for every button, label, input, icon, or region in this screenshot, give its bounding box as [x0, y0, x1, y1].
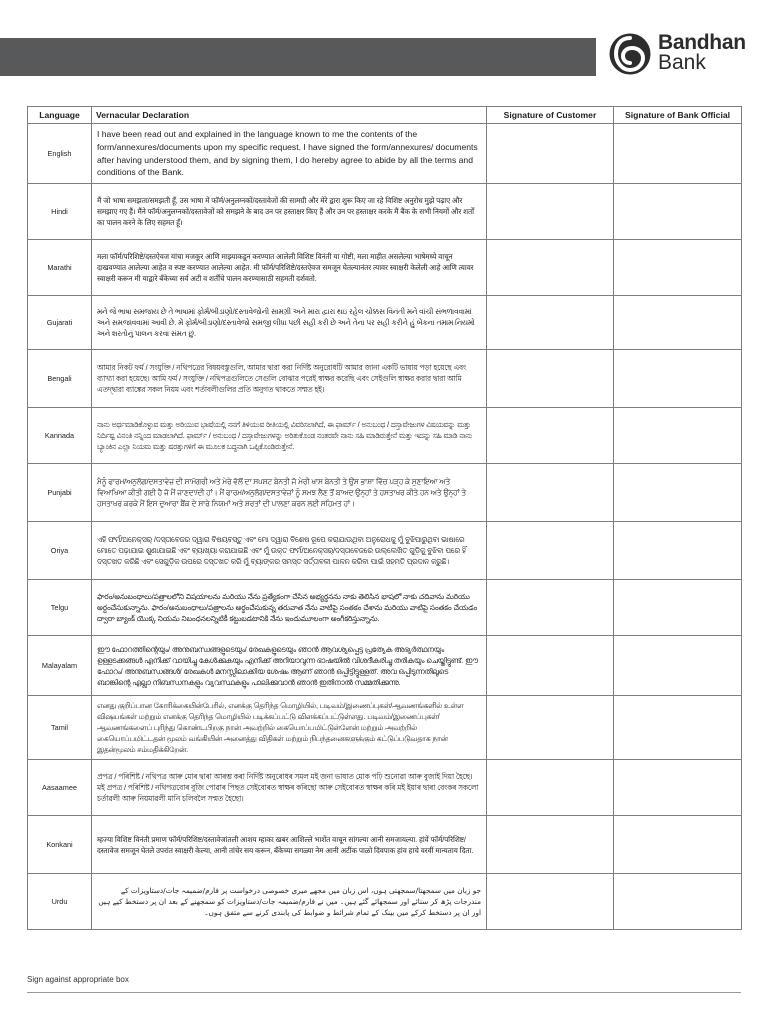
customer-signature-box[interactable] [487, 296, 614, 350]
table-header-row [28, 107, 742, 124]
bank-signature-box[interactable] [614, 240, 742, 296]
table-row-english [28, 124, 742, 184]
language-cell: English [28, 124, 92, 184]
bank-signature-box[interactable] [614, 636, 742, 696]
declaration-text: ഈ ഫോറത്തിന്റെയും/ അനുബന്ധങ്ങളുടെയും/ രേഖകളുടെയും ഞാൻ ആവശ്യപ്പെട്ട പ്രത്യേക അഭ്യർത്ഥനയും ഉള്ളടക്കങ്ങൾ എനിക്ക് വായിച്ചു കേൾക്കുകയും എനിക്ക് അറിയാവുന്ന ഭാഷയിൽ വിശദീകരിച്ചു തരികയും ചെയ്തിട്ടുണ്ട്. ഈ ഫോറം/ അനുബന്ധങ്ങൾ/ രേഖകൾ മനസ്സിലാക്കിയ ശേഷം ആണ് ഞാൻ ഒപ്പിട്ടിട്ടുള്ളത്. അവ ഒപ്പിടുന്നതിലൂടെ ബാങ്കിന്റെ എല്ലാ നിബന്ധനകളും വ്യവസ്ഥകളും പാലിക്കുവാൻ ഞാൻ ഇതിനാൽ സമ്മതിക്കുന്നു. [92, 636, 487, 696]
column-header-customer-signature: Signature of Customer [487, 107, 614, 124]
declaration-text: म्हज्या विशिष्ट विनंती प्रमाण फॉर्म/परिशिष्ट/दस्तावेजांतली आशय म्हाका खबर आशिल्ले भाशेंत वाचून सांगल्या आनी समजायल्या. हांवें फॉर्म/परिशिष्ट/दस्तावेज समजून घेतले उपरांत स्वाक्षरी केल्या, आनी तांचेर सय करून, बँकेच्या सगळ्या नेम आनी अटींक पाळो दिवपाक हांव हाचे वरवीं मान्यताय दिता. [92, 816, 487, 874]
customer-signature-box[interactable] [487, 350, 614, 408]
bank-signature-box[interactable] [614, 464, 742, 522]
table-row-telgu [28, 580, 742, 636]
bank-signature-box[interactable] [614, 760, 742, 816]
bank-signature-box[interactable] [614, 184, 742, 240]
declaration-text: எனது குறிப்பான கோரிக்கையின்பேரில், எனக்கு தெரிந்த மொழியில், படிவம்/இணைப்புகள்/ஆவணங்களில் உள்ள விஷயங்கள் மற்றும் எனக்கு தெரிந்த மொழியில் படிக்கப்பட்டு விளக்கப்பட்டுள்ளது. படிவம்/இணைப்புகள்/ஆவணங்களைப் புரிந்து கொண்டபிறகு நான் அவற்றில் கையொப்பமிட்டுள்ளேன் மற்றும் அவற்றில் கையொப்பமிட்டதன் மூலம் வங்கியின் அனைத்து விதிகள் மற்றும் நிபந்தனைகளுக்கும் கட்டுப்படுவதாக நான் இதன்மூலம் சம்மதிக்கிறேன். [92, 696, 487, 760]
table-row-aasaamee [28, 760, 742, 816]
language-cell: Hindi [28, 184, 92, 240]
customer-signature-box[interactable] [487, 816, 614, 874]
bank-signature-box[interactable] [614, 816, 742, 874]
language-cell: Marathi [28, 240, 92, 296]
language-cell: Punjabi [28, 464, 92, 522]
table-row-hindi [28, 184, 742, 240]
customer-signature-box[interactable] [487, 464, 614, 522]
bank-signature-box[interactable] [614, 296, 742, 350]
bank-signature-box[interactable] [614, 124, 742, 184]
declaration-text: প্ৰপত্ৰ / পৰিশিষ্ট / নথিপত্ৰ আৰু মোৰ দ্বাৰা আৰম্ভ কৰা নিৰ্দিষ্ট অনুৰোধৰ সমল মই জনা ভাষাত মোক পঢ়ি শুনোৱা আৰু বুজাই দিয়া হৈছে। মই প্ৰপত্ৰ / পৰিশিষ্ট / নথিপত্ৰবোৰ বুজি পোৱাৰ পিছত সেইবোৰত স্বাক্ষৰ কৰিছো আৰু সেইবোৰত স্বাক্ষৰ কৰি মই ইয়াৰ দ্বাৰা বেংকৰ সকলো চৰ্তাৱলী আৰু নিয়মাৱলী মানি চলিবলৈ সন্মত হৈছো। [92, 760, 487, 816]
language-cell: Konkani [28, 816, 92, 874]
bank-signature-box[interactable] [614, 696, 742, 760]
table-row-gujarati [28, 296, 742, 350]
table-row-tamil [28, 696, 742, 760]
table-row-marathi [28, 240, 742, 296]
language-cell: Oriya [28, 522, 92, 580]
customer-signature-box[interactable] [487, 184, 614, 240]
column-header-declaration: Vernacular Declaration [92, 107, 487, 124]
declaration-text: ਮੈਨੂੰ ਫਾਰਮ/ਅਨੁਲੱਗ/ਦਸਤਾਵੇਜ਼ ਦੀ ਸਾਮੱਗਰੀ ਅਤੇ ਮੇਰੇ ਵੱਲੋਂ ਦਾ ਸਪਸ਼ਟ ਬੇਨਤੀ ਜੋ ਮੇਰੀ ਖਾਸ ਬੇਨਤੀ ਤੇ ਉਸ ਭਾਸ਼ਾ ਵਿੱਚ ਪੜ੍ਹ ਕੇ ਸੁਣਾਇਆ ਅਤੇ ਵਿਆਖਿਆ ਕੀਤੀ ਗਈ ਹੈ ਜੋ ਮੈਂ ਜਾਣਦਾ/ਦੀ ਹਾਂ। ਮੈਂ ਫਾਰਮ/ਅਨੁਲੱਗ/ਦਸਤਾਵੇਜ਼ਾਂ ਨੂੰ ਸਮਝ ਲੈਣ ਤੋਂ ਬਾਅਦ ਉਨ੍ਹਾਂ ਤੇ ਹਸਤਾਖਰ ਕੀਤੇ ਹਨ ਅਤੇ ਉਨ੍ਹਾਂ ਤੇ ਹਸਤਾਖਰ ਕਰਕੇ ਮੈਂ ਇਸ ਦੁਆਰਾ ਬੈਂਕ ਦੇ ਸਾਰੇ ਨਿਯਮਾਂ ਅਤੇ ਸ਼ਰਤਾਂ ਦੀ ਪਾਲਣਾ ਕਰਨ ਲਈ ਸਹਿਮਤ ਹਾਂ। [92, 464, 487, 522]
declaration-text: मैं जो भाषा समझता/समझती हूँ, उस भाषा में फॉर्म/अनुलग्नकों/दस्तावेजों की सामग्री और मेरे द्वारा शुरू किए जा रहे विशिष्ट अनुरोध मुझे पढ़ाए और समझाए गए हैं। मैंने फॉर्म/अनुलग्नकों/दस्तावेजों को समझने के बाद उन पर हस्ताक्षर किए हैं और उन पर हस्ताक्षर करके मैं बैंक के सभी नियमों और शर्तों का पालन करने के लिए सहमत हूँ। [92, 184, 487, 240]
customer-signature-box[interactable] [487, 408, 614, 464]
language-cell: Kannada [28, 408, 92, 464]
declaration-text: I have been read out and explained in the language known to me the contents of the form/annexures/documents upon my specific request. I have signed the form/annexures/ documents after having understood them, and by signing them, I do hereby agree to abide by all the terms and conditions of the Bank. [92, 124, 487, 184]
footer-divider [27, 992, 741, 993]
table-row-bengali [28, 350, 742, 408]
brand-name-line2: Bank [658, 51, 706, 74]
bank-signature-box[interactable] [614, 580, 742, 636]
bank-signature-box[interactable] [614, 408, 742, 464]
brand-name [658, 33, 746, 73]
brand-logo [596, 22, 768, 92]
bank-signature-box[interactable] [614, 874, 742, 930]
table-row-urdu [28, 874, 742, 930]
bandhan-bank-logo-icon [608, 32, 652, 76]
language-cell: Urdu [28, 874, 92, 930]
table-row-malayalam [28, 636, 742, 696]
customer-signature-box[interactable] [487, 760, 614, 816]
declaration-text: मला फॉर्म/परिशिष्टे/दस्तऐवज यांचा मजकूर आणि माझ्याकडून करण्यात आलेली विशिष्ट विनंती या गोष्टी, मला माहीत असलेल्या भाषेमध्ये वाचून दाखवण्यात आलेल्या आहेत व स्पष्ट करण्यात आलेल्या आहेत. मी फॉर्म/परिशिष्टे/दस्तऐवज समजून घेतल्यानंतर त्यावर स्वाक्षरी केलेली आहे आणि त्यावर स्वाक्षरी करून मी याद्वारे बँकेच्या सर्व अटी व शर्तींचे पालन करण्यासाठी सहमती दर्शवतो. [92, 240, 487, 296]
customer-signature-box[interactable] [487, 124, 614, 184]
language-cell: Bengali [28, 350, 92, 408]
customer-signature-box[interactable] [487, 580, 614, 636]
language-cell: Telgu [28, 580, 92, 636]
table-row-kannada [28, 408, 742, 464]
table-row-oriya [28, 522, 742, 580]
bank-signature-box[interactable] [614, 522, 742, 580]
bank-signature-box[interactable] [614, 350, 742, 408]
declaration-text: મને જે ભાષા સમજાય છે તે ભાષામાં ફોર્મ/બીડાણો/દસ્તાવેજોની સામગ્રી અને મારા દ્વારા થઇ રહેલ ચોક્કસ વિનંતી મને વાંચી સંભળાવવામાં અને સમજાવવામાં આવી છે. મેં ફોર્મ/બીડાણો/દસ્તાવેજો સમજી લીધા પછી સહી કરી છે અને તેના પર સહી કરીને હું બેંકના તમામ નિયમો અને શરતોનું પાલન કરવા સંમત છું. [92, 296, 487, 350]
customer-signature-box[interactable] [487, 696, 614, 760]
declaration-text: ଏହି ଫର୍ମ/ଅନେକ୍ସର୍ /ଦସ୍ତାବେଜର ଦ୍ୱାରା ବିଷୟବସ୍ତୁ ଏବଂ ମୋ ଦ୍ୱାରା ବିଶେଷ ରୂପେ କରାଯାଉଥିବା ଅନୁରୋଧକୁ ମୁଁ ବୁଝିପାରୁଥିବା ଭାଷାରେ ମୋତେ ପଢ଼ାଯାଇ ଶୁଣାଯାଇଛି ଏବଂ ବ୍ୟାଖ୍ୟା କରାଯାଇଛି ଏବଂ ମୁଁ ଉକ୍ତ ଫର୍ମ/ଅନେକ୍ସର୍/ଦସ୍ତାବେଜରେ ଉଲ୍ଲେଖିତ ଗୁଡ଼ିକୁ ବୁଝିବା ପରେ ହିଁ ଦସ୍ତଖତ କରିଛି ଏବଂ ସେଗୁଡ଼ିକ ଉପରେ ଦସ୍ତଖତ କରି ମୁଁ ବ୍ୟାଙ୍କର ସମସ୍ତ ସର୍ତ୍ତାବଳୀ ପାଳନ କରିବା ପାଇଁ ସହମତି ପ୍ରଦାନ କରୁଛି। [92, 522, 487, 580]
declaration-text: ನಾನು ಅರ್ಥಮಾಡಿಕೊಳ್ಳುವ ಮತ್ತು ಅರಿಯುವ ಭಾಷೆಯಲ್ಲಿ ನನಗೆ ತಿಳಿಯುವ ರೀತಿಯಲ್ಲಿ ವಿವರಿಸಲಾಗಿದೆ, ಈ ಫಾರ್ಮ್‌ / ಅನುಬಂಧ / ದಸ್ತಾವೇಜುಗಳ ವಿಷಯವನ್ನು ಮತ್ತು ನಿರ್ದಿಷ್ಟ ವಿನಂತಿ ನನ್ನಿಂದ ಮಾಡಲಾಗಿದೆ. ಫಾರ್ಮ್‌ / ಅನುಬಂಧ / ದಸ್ತಾವೇಜುಗಳನ್ನು ಅರಿತುಕೊಂಡ ನಂತರವೇ ನಾನು ಸಹಿ ಮಾಡಿರುತ್ತೇನೆ ಮತ್ತು ಇದನ್ನು ಸಹಿ ಮಾಡಿ ನಾನು ಬ್ಯಾಂಕಿನ ಎಲ್ಲಾ ನಿಯಮ ಮತ್ತು ಷರತ್ತುಗಳಿಗೆ ಈ ಮೂಲಕ ಬದ್ಧನಾಗಿ ಒಪ್ಪಿಕೊಂಡಿರುತ್ತೇನೆ. [92, 408, 487, 464]
language-cell: Gujarati [28, 296, 92, 350]
customer-signature-box[interactable] [487, 874, 614, 930]
declaration-text: جو زبان میں سمجھتا/سمجھتی ہوں، اس زبان میں مجھے میری خصوصی درخواست پر فارم/ضمیمہ جات/دستاویزات کے مندرجات پڑھ کر سنائے اور سمجھائے گئے ہیں۔ میں نے فارم/ضمیمہ جات/دستاویزات کو سمجھنے کے بعد ان پر دستخط کیے ہیں اور ان پر دستخط کرکے میں بینک کے تمام شرائط و ضوابط کی پابندی کرنے سے متفق ہوں۔ [92, 874, 487, 930]
column-header-language: Language [28, 107, 92, 124]
footer-note: Sign against appropriate box [27, 975, 129, 984]
customer-signature-box[interactable] [487, 522, 614, 580]
declaration-text: ఫారం/అనుబంధాలు/పత్రాలలోని విషయాలను మరియు నేను ప్రత్యేకంగా చేసిన అభ్యర్థనను నాకు తెలిసిన భాషలో నాకు చదివాను మరియు అర్థంచేసుకున్నాను. ఫారం/అనుబంధాలు/పత్రాలను అర్థంచేసుకున్న తరువాత నేను వాటిపై సంతకం చేశాను మరియు వాటిపై సంతకం చేయడం ద్వారా బ్యాంక్ యొక్క నియమ నిబంధనలన్నిటికీ కట్టుబడటానికి నేను ఇందుమూలంగా అంగీకరిస్తున్నాను. [92, 580, 487, 636]
language-cell: Malayalam [28, 636, 92, 696]
vernacular-declaration-table [27, 106, 742, 930]
column-header-bank-signature: Signature of Bank Official [614, 107, 742, 124]
language-cell: Aasaamee [28, 760, 92, 816]
brand-name-line1: Bandhan [658, 31, 746, 54]
table-row-konkani [28, 816, 742, 874]
customer-signature-box[interactable] [487, 240, 614, 296]
table-row-punjabi [28, 464, 742, 522]
declaration-text: আমার নিকট ফর্ম / সংযুক্তি / নথিপত্রের বিষয়বস্তুগুলি, আমার দ্বারা করা নির্দিষ্ট অনুরোধটি আমার জানা একটি ভাষায় পড়া হয়েছে এবং ব্যাখ্যা করা হয়েছে। আমি ফর্ম / সংযুক্তি / নথিপত্রগুলিতে সেগুলি বোঝার পরেই স্বাক্ষর করেছি এবং সেইগুলি স্বাক্ষর করার দ্বারা আমি এতদ্দ্বারা ব্যাঙ্কের সকল নিয়ম এবং শর্তাবলীগুলির প্রতি অনুগত থাকতে সম্মত হই। [92, 350, 487, 408]
language-cell: Tamil [28, 696, 92, 760]
customer-signature-box[interactable] [487, 636, 614, 696]
